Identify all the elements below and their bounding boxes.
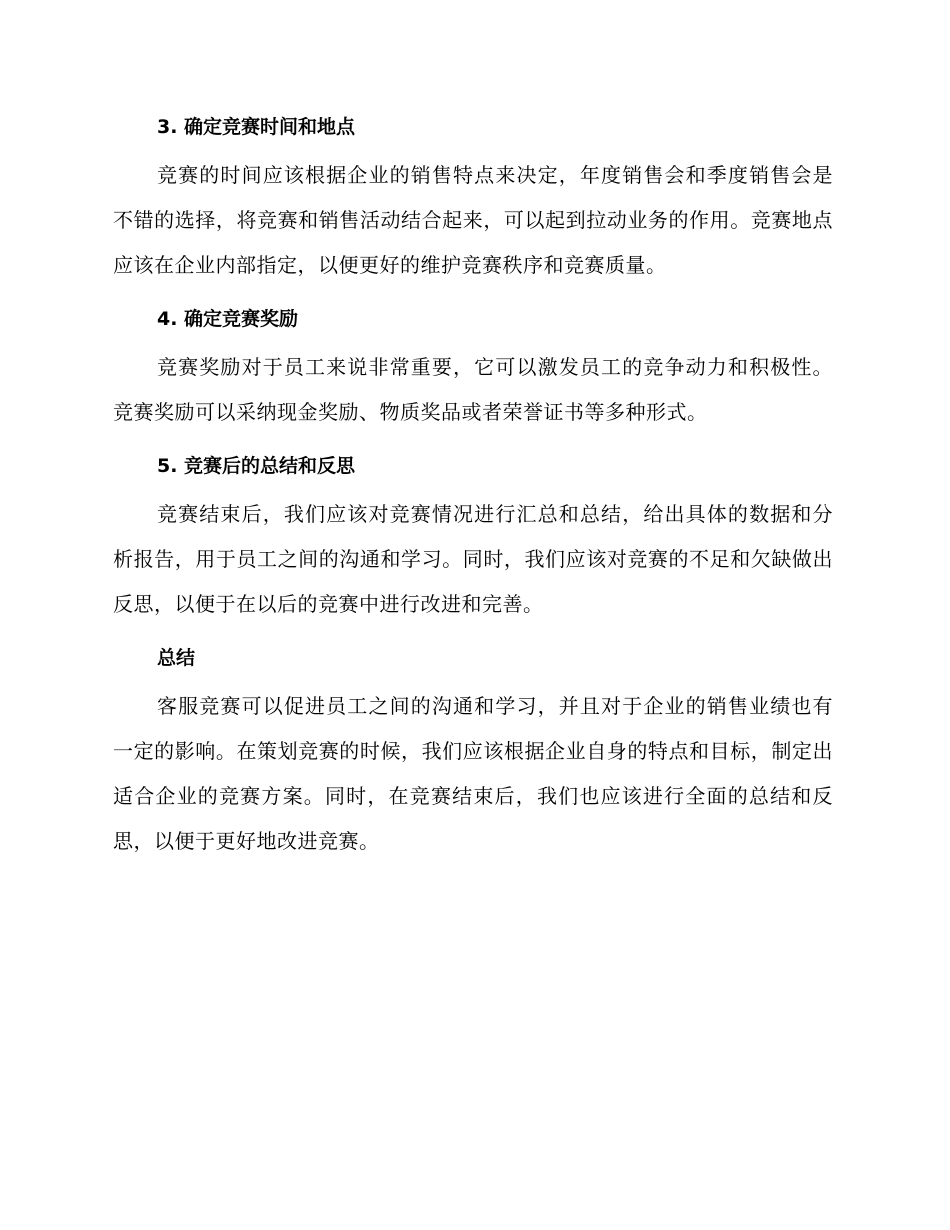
section-heading-rewards: 4. 确定竞赛奖励: [157, 308, 299, 330]
section-heading-summary: 总结: [157, 647, 196, 669]
section-paragraph-rewards: 竞赛奖励对于员工来说非常重要，它可以激发员工的竞争动力和积极性。竞赛奖励可以采纳现金奖励、物质奖品或者荣誉证书等多种形式。: [113, 355, 833, 424]
document-body: [113, 110, 833, 864]
section-paragraph-summary: 客服竞赛可以促进员工之间的沟通和学习，并且对于企业的销售业绩也有一定的影响。在策划竞赛的时候，我们应该根据企业自身的特点和目标，制定出适合企业的竞赛方案。同时，在竞赛结束后，我们也应该进行全面的总结和反思，以便于更好地改进竞赛。: [113, 694, 833, 853]
section-paragraph-time-location: 竞赛的时间应该根据企业的销售特点来决定，年度销售会和季度销售会是不错的选择，将竞赛和销售活动结合起来，可以起到拉动业务的作用。竞赛地点应该在企业内部指定，以便更好的维护竞赛秩序和竞赛质量。: [113, 163, 833, 277]
section-heading-time-location: 3. 确定竞赛时间和地点: [157, 116, 356, 138]
section-paragraph-review: 竞赛结束后，我们应该对竞赛情况进行汇总和总结，给出具体的数据和分析报告，用于员工之间的沟通和学习。同时，我们应该对竞赛的不足和欠缺做出反思，以便于在以后的竞赛中进行改进和完善。: [113, 502, 833, 616]
section-heading-review: 5. 竞赛后的总结和反思: [157, 455, 356, 477]
